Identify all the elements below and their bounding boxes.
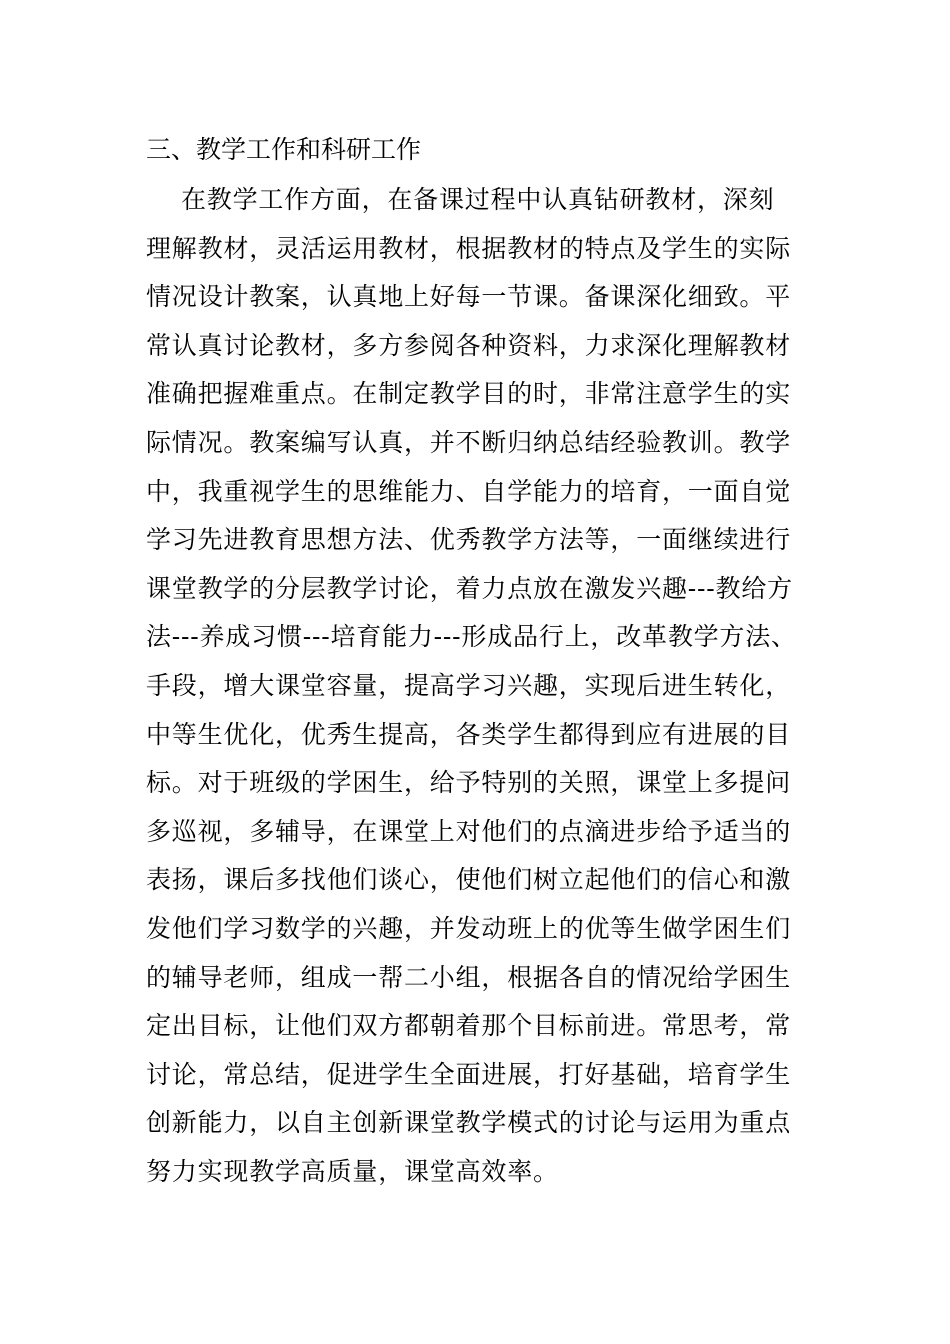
paragraph-line: 标。对于班级的学困生，给予特别的关照，课堂上多提问 [146,768,792,798]
paragraph-line: 情况设计教案，认真地上好每一节课。备课深化细致。平 [146,282,792,312]
paragraph-line: 中等生优化，优秀生提高，各类学生都得到应有进展的目 [146,719,792,749]
paragraph-line: 际情况。教案编写认真，并不断归纳总结经验教训。教学 [146,427,792,457]
paragraph-line: 发他们学习数学的兴趣，并发动班上的优等生做学困生们 [146,913,792,943]
paragraph-line: 准确把握难重点。在制定教学目的时，非常注意学生的实 [146,379,792,409]
paragraph-line: 学习先进教育思想方法、优秀教学方法等，一面继续进行 [146,525,792,555]
paragraph-line: 的辅导老师，组成一帮二小组，根据各自的情况给学困生 [146,962,792,992]
paragraph-line: 理解教材，灵活运用教材，根据教材的特点及学生的实际 [146,233,792,263]
paragraph-line: 手段，增大课堂容量，提高学习兴趣，实现后进生转化， [146,670,792,700]
paragraph-line: 在教学工作方面，在备课过程中认真钻研教材，深刻 [146,185,775,214]
paragraph-line: 中，我重视学生的思维能力、自学能力的培育，一面自觉 [146,476,792,506]
paragraph-line: 常认真讨论教材，多方参阅各种资料，力求深化理解教材 [146,330,792,360]
paragraph-line: 定出目标，让他们双方都朝着那个目标前进。常思考，常 [146,1011,792,1041]
section-heading: 三、教学工作和科研工作 [146,135,422,164]
body-paragraph [146,180,846,1200]
paragraph-line: 努力实现教学高质量，课堂高效率。 [146,1156,559,1186]
paragraph-line: 多巡视，多辅导，在课堂上对他们的点滴进步给予适当的 [146,816,792,846]
paragraph-line: 课堂教学的分层教学讨论，着力点放在激发兴趣---教给方 [146,573,793,603]
paragraph-line: 法---养成习惯---培育能力---形成品行上，改革教学方法、 [146,622,797,652]
paragraph-line: 创新能力，以自主创新课堂教学模式的讨论与运用为重点 [146,1108,792,1138]
paragraph-line: 讨论，常总结，促进学生全面进展，打好基础，培育学生 [146,1059,792,1089]
paragraph-line: 表扬，课后多找他们谈心，使他们树立起他们的信心和激 [146,865,792,895]
